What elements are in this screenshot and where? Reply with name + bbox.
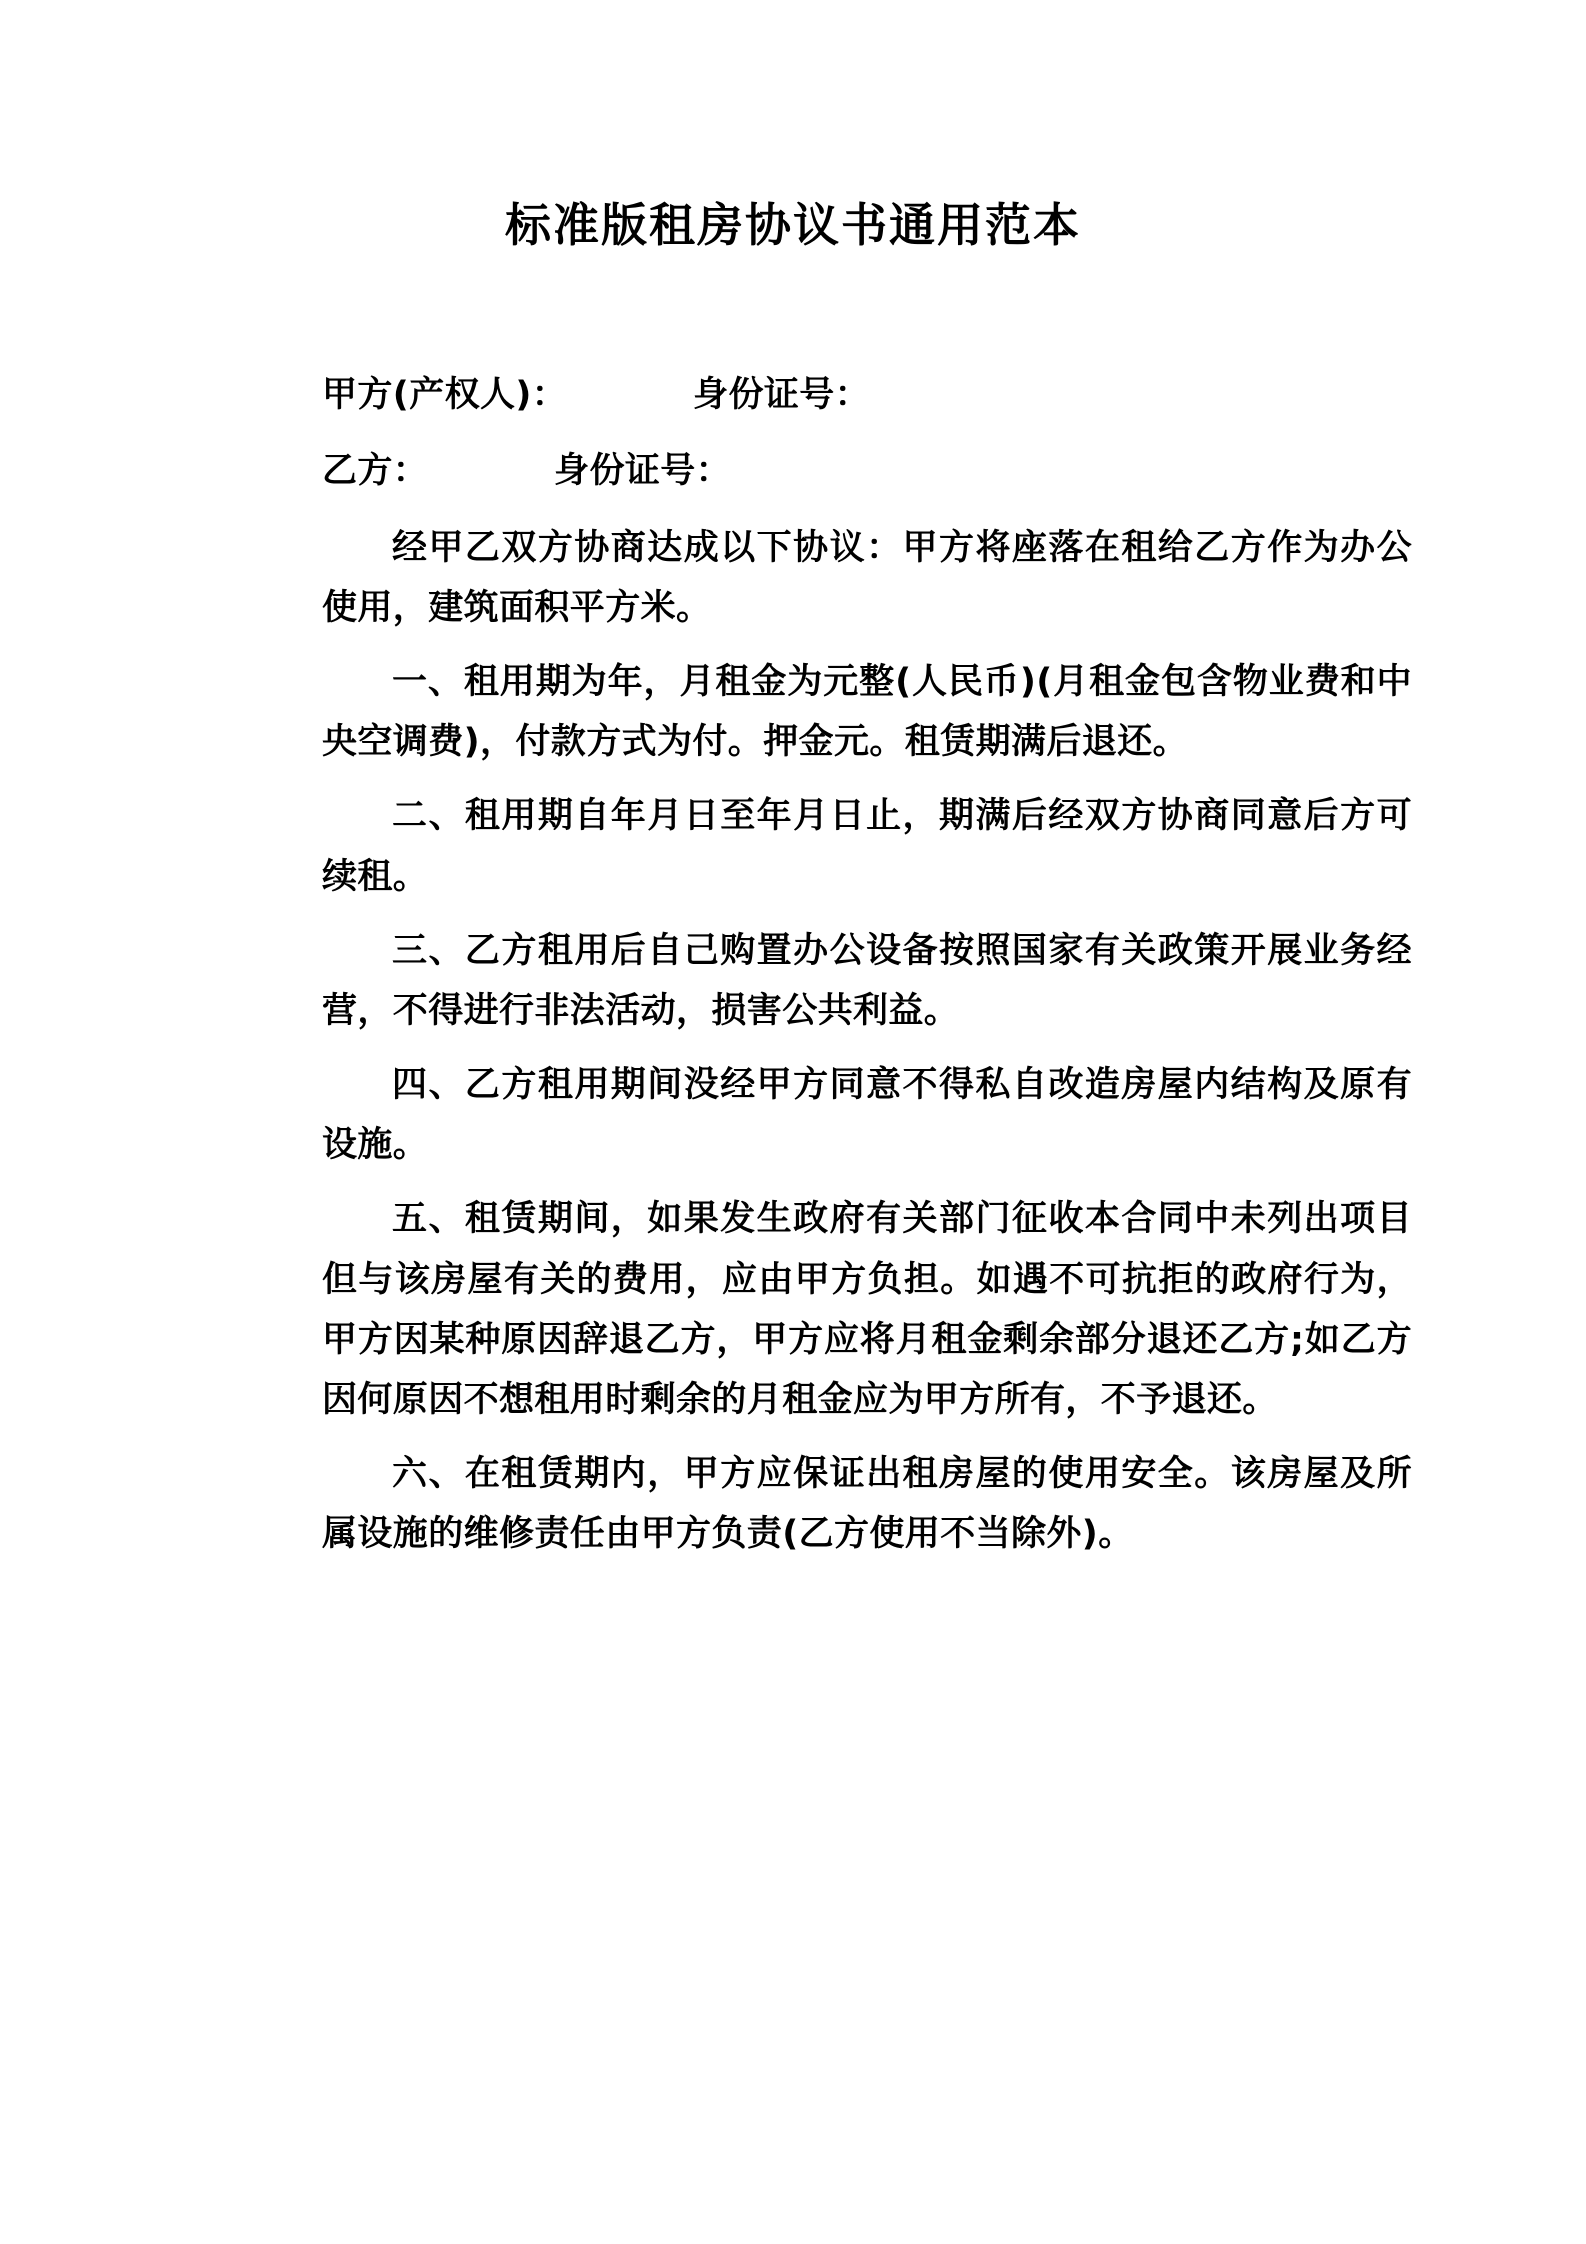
paragraph-clause-6: 六、在租赁期内，甲方应保证出租房屋的使用安全。该房屋及所属设施的维修责任由甲方负责(乙方使用不当除外)。 [322,1454,1412,1555]
paragraph-clause-1: 一、租用期为年，月租金为元整(人民币)(月租金包含物业费和中央空调费)，付款方式为付。押金元。租赁期满后退还。 [322,661,1412,763]
party-line-landlord: 甲方(产权人)： 身份证号： [322,375,871,416]
paragraph-clause-5: 五、租赁期间，如果发生政府有关部门征收本合同中未列出项目但与该房屋有关的费用，应由甲方负担。如遇不可抗拒的政府行为，甲方因某种原因辞退乙方，甲方应将月租金剩余部分退还乙方;如乙方因何原因不想租用时剩余的月租金应为甲方所有，不予退还。 [322,1199,1412,1420]
paragraph-clause-2: 二、租用期自年月日至年月日止，期满后经双方协商同意后方可续租。 [322,796,1412,897]
party-line-tenant: 乙方： 身份证号： [322,451,732,492]
paragraph-clause-4: 四、乙方租用期间没经甲方同意不得私自改造房屋内结构及原有设施。 [322,1065,1412,1166]
page-title: 标准版租房协议书通用范本 [505,198,1081,252]
paragraph-preamble: 经甲乙双方协商达成以下协议：甲方将座落在租给乙方作为办公使用，建筑面积平方米。 [322,527,1412,628]
title-spacer [0,253,1586,365]
paragraph-clause-3: 三、乙方租用后自己购置办公设备按照国家有关政策开展业务经营，不得进行非法活动，损害公共利益。 [322,930,1412,1031]
document-body [174,365,1412,1564]
